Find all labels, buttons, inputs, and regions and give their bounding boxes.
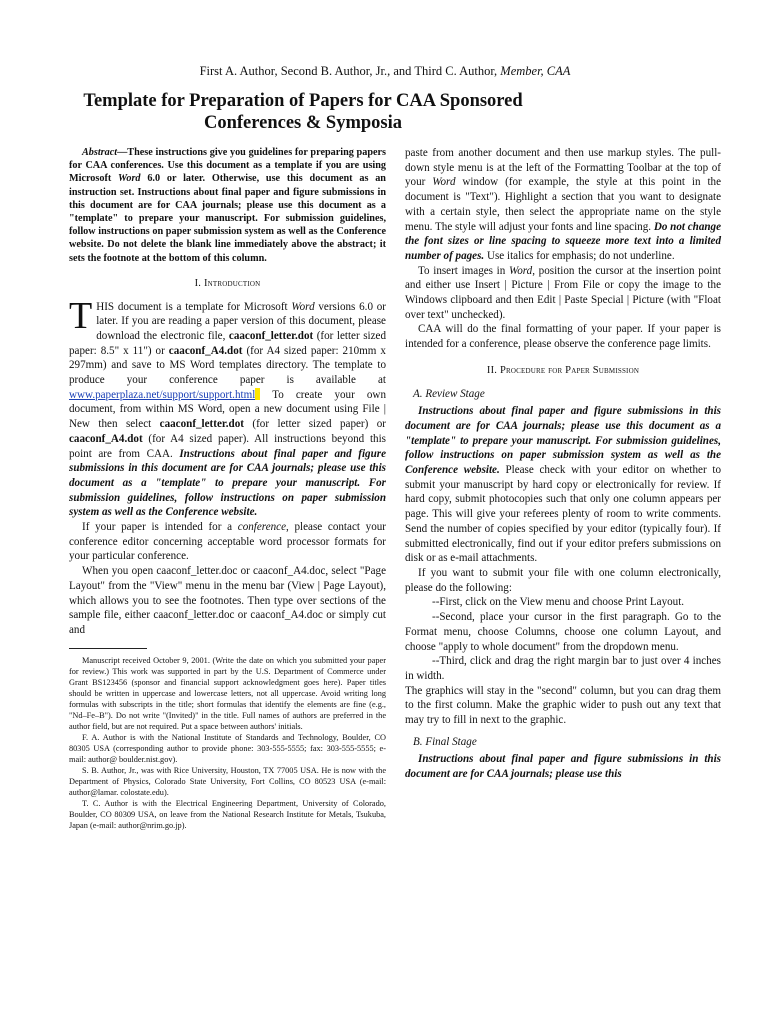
review-paragraph-1	[405, 404, 721, 566]
footnotes	[69, 655, 386, 831]
intro-text-a: HIS document is a template for Microsoft	[96, 300, 292, 313]
abstract-text: —These instructions give you guidelines for preparing papers for CAA conferences. Use this document as a template if you are using Microsoft	[69, 147, 386, 185]
footnote-divider	[69, 648, 147, 649]
intro-p2-text-b: , please contact your conference editor concerning acceptable word processor formats for your particular conference.	[69, 521, 386, 563]
right-paragraph-3: CAA will do the final formatting of your paper. If your paper is intended for a conference, please observe the conference page limits.	[405, 323, 721, 351]
template-file-a4-2: caaconf_A4.dot	[69, 432, 143, 445]
author-names: First A. Author, Second B. Author, Jr., and Third C. Author,	[199, 64, 498, 78]
section-heading-introduction: I. Introduction	[194, 277, 261, 289]
intro-p2-text-a: If your paper is intended for a	[82, 521, 238, 534]
right-p2-text-a: To insert images in	[418, 264, 509, 277]
review-text: Please check with your editor on whether to submit your manuscript by hard copy or electronically for review. If hard copy, submit photocopies such that only one column appears per page. This will give your referees plenty of room to write comments. Send the number of copies specified by your editor (typically four). If submitted electronically, find out if your editor prefers submissions on disk or as e-mail attachments.	[405, 464, 721, 565]
template-file-letter-2: caaconf_letter.dot	[159, 418, 244, 431]
title-line-1: Template for Preparation of Papers for CAA Sponsored	[83, 91, 523, 111]
subsection-final-stage: B. Final Stage	[413, 735, 477, 748]
final-emphasis: Instructions about final paper and figure submissions in this document are for CAA journals; please use this	[405, 753, 721, 781]
author-membership: Member, CAA	[500, 64, 571, 78]
footnote-1: Manuscript received October 9, 2001. (Write the date on which you submitted your paper for review.) This work was supported in part by the U.S. Department of Commerce under Grant BS123456 (sponsor and financial support acknowledgment goes here). Paper titles should be written in uppercase and lowercase letters, not all uppercase. Avoid writing long formulas with subscripts in the title; short formulas that identify the elements are fine (e.g., "Nd–Fe–B"). Do not write "(Invited)" in the title. Full names of authors are preferred in the author field, but are not required. Put a space between authors' initials.	[69, 655, 386, 731]
intro-paragraph-3: When you open caaconf_letter.doc or caaconf_A4.doc, select "Page Layout" from the "View" menu in the menu bar (View | Page Layout), which allows you to see the footnotes. Then type over sections of the sample file, either caaconf_letter.doc or caaconf_A4.doc or simply cut and	[69, 565, 386, 636]
right-p2-word: Word	[508, 264, 533, 277]
review-emphasis: Instructions about final paper and figure submissions in this document are for CAA journals; please use this document as a "template" to prepare your manuscript. For submission guidelines, follow instructions on paper submission system as well as the Conference website.	[405, 405, 721, 477]
drop-cap: T	[69, 294, 93, 337]
right-p1-text-a: paste from another document and then use markup styles. The pull-down style menu is at the left of the Formatting Toolbar at the top of your	[405, 147, 721, 189]
template-file-letter: caaconf_letter.dot	[228, 329, 314, 342]
abstract-text-2: 6.0 or later. Otherwise, use this document as an instruction set. Instructions about final paper and figure submissions in this document are for CAA journals; please use this document as a "template" to prepare your manuscript. For submission guidelines, follow instructions on paper submission system as well as the Conference website. Do not delete the blank line immediately above the abstract; it sets the footnote at the bottom of this column.	[69, 173, 386, 264]
intro-paragraph-1	[69, 294, 387, 521]
template-file-a4: caaconf_A4.dot	[168, 344, 243, 357]
intro-text-e: To create your own document, from within MS Word, open a new document using File | New then select	[69, 388, 386, 431]
intro-word: Word	[291, 300, 315, 313]
review-paragraph-2: If you want to submit your file with one column electronically, please do the following:	[405, 566, 721, 594]
right-p1-emphasis: Do not change the font sizes or line spacing to squeeze more text into a limited number of pages.	[405, 220, 722, 262]
intro-text-b: versions 6.0 or later. If you are reading a paper version of this document, please download the electronic file,	[96, 300, 386, 342]
subsection-review-stage: A. Review Stage	[413, 387, 485, 400]
right-column	[405, 146, 721, 782]
left-column	[69, 146, 386, 831]
title-line-2: Conferences & Symposia	[203, 113, 402, 133]
step-first: --First, click on the View menu and choose Print Layout.	[432, 596, 685, 609]
intro-paragraph-2	[69, 520, 386, 564]
footnote-2: F. A. Author is with the National Institute of Standards and Technology, Boulder, CO 80305 USA (corresponding author to provide phone: 303-555-5555; fax: 303-555-5555; e-mail: author@ boulder.nist.gov).	[69, 732, 386, 764]
step-third: --Third, click and drag the right margin bar to just over 4 inches in width.	[405, 655, 721, 682]
support-link[interactable]: www.paperplaza.net/support/support.html	[69, 388, 256, 401]
abstract-label: Abstract	[82, 147, 118, 158]
right-p1-text-c: Use italics for emphasis; do not underline.	[484, 249, 675, 262]
right-p1-text-b: window (for example, the style at this point in the document is "Text"). Highlight a section that you want to designate with a certain style, then select the appropriate name on the style menu. The style will adjust your fonts and line spacing.	[405, 176, 721, 233]
intro-text-f: (for letter sized paper) or	[243, 418, 386, 431]
intro-text-g: (for A4 sized paper). All instructions beyond this point are from CAA.	[69, 432, 386, 460]
intro-text-d: (for A4 sized paper: 210mm x 297mm) and save to MS Word templates directory. The template to produce your conference paper is available at	[69, 344, 386, 387]
final-paragraph-1	[405, 752, 721, 781]
intro-emphasis: Instructions about final paper and figure submissions in this document are for CAA journals; please use this document as a "template" to prepare your manuscript. For submission guidelines, follow instructions on paper submission system as well as the Conference website.	[69, 447, 387, 519]
footnote-3: S. B. Author, Jr., was with Rice University, Houston, TX 77005 USA. He is now with the Department of Physics, Colorado State University, Fort Collins, CO 80523 USA (e-mail: author@lamar. colostate.edu).	[69, 765, 386, 797]
paper-title	[40, 90, 566, 134]
right-p2-text-b: , position the cursor at the insertion point and either use Insert | Picture | From File or copy the image to the Windows clipboard and then Edit | Paste Special | Picture (with "Float over text" unchecked).	[405, 264, 721, 321]
right-paragraph-1	[405, 146, 721, 264]
abstract-word: Word	[118, 173, 141, 185]
author-line	[0, 64, 770, 79]
step-second: --Second, place your cursor in the first paragraph. Go to the Format menu, choose Columns, choose one column Layout, and choose "apply to whole document" from the dropdown menu.	[405, 611, 721, 653]
intro-p2-italic: conference	[237, 521, 287, 534]
intro-text-c: (for letter sized paper: 8.5" x 11") or	[69, 329, 386, 357]
right-p1-word: Word	[432, 176, 456, 189]
section-heading-procedure: II. Procedure for Paper Submission	[486, 364, 640, 376]
abstract	[69, 146, 386, 265]
right-paragraph-2	[405, 264, 721, 323]
footnote-4: T. C. Author is with the Electrical Engineering Department, University of Colorado, Boulder, CO 80309 USA, on leave from the National Research Institute for Metals, Tsukuba, Japan (e-mail: author@nrim.go.jp).	[69, 798, 386, 830]
review-paragraph-3: The graphics will stay in the "second" column, but you can drag them to the first column. Make the graphic wider to push out any text that may try to fill in next to the graphic.	[405, 684, 721, 727]
